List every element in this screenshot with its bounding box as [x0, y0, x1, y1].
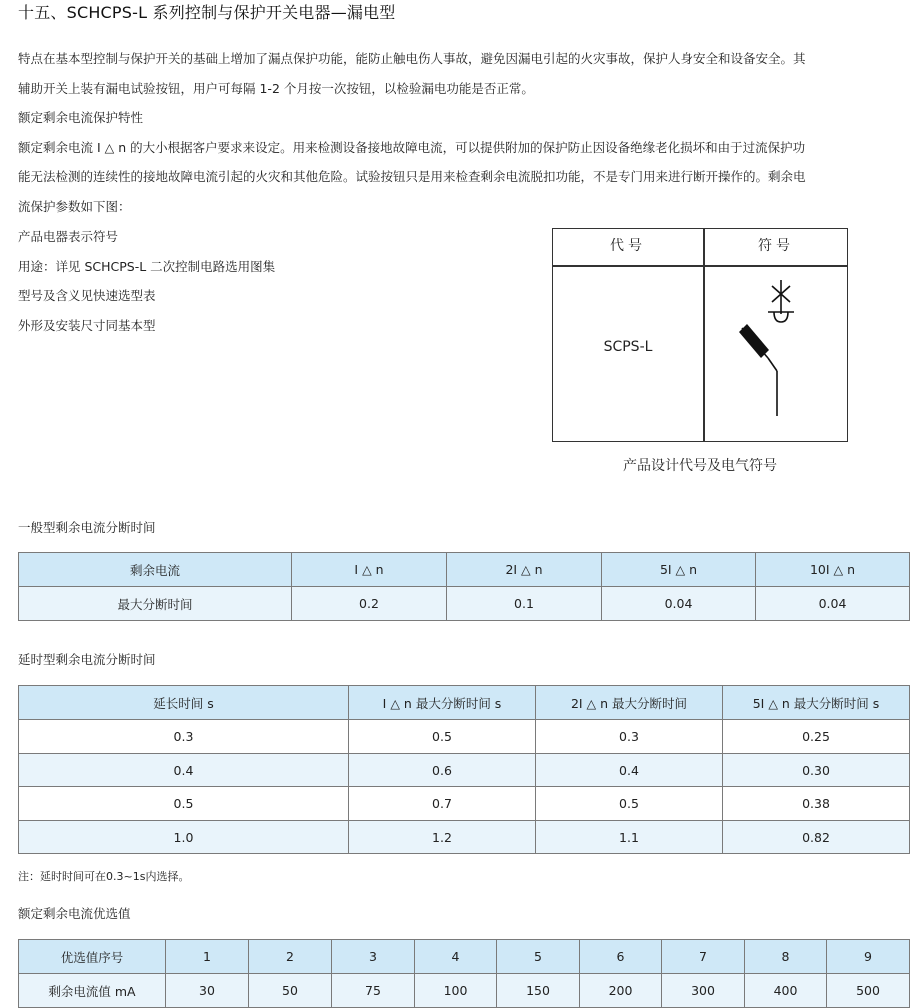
table-cell: 50 [249, 974, 332, 1008]
symbol-table [552, 228, 848, 442]
intro-line: 额定剩余电流保护特性 [18, 110, 144, 125]
intro-line: 能无法检测的连续性的接地故障电流引起的火灾和其他危险。试验按钮只是用来检查剩余电流脱扣功能，不是专门用来进行断开操作的。剩余电 [18, 169, 806, 184]
table-header-cell: 1 [166, 940, 249, 974]
header-code: 代号 [610, 238, 646, 254]
table-cell: 500 [827, 974, 910, 1008]
table-cell: 0.82 [723, 821, 910, 854]
table-cell: 0.5 [349, 720, 536, 754]
table-header-cell: 2 [249, 940, 332, 974]
table-row [19, 787, 910, 821]
table-header-cell: 剩余电流 [19, 553, 292, 587]
table-cell: 150 [497, 974, 580, 1008]
table-row [19, 754, 910, 787]
table-cell: 75 [332, 974, 415, 1008]
table-header-cell: 9 [827, 940, 910, 974]
table-header-cell: 5I △ n 最大分断时间 s [723, 686, 910, 720]
table-cell: 200 [580, 974, 662, 1008]
table-header-cell: 5 [497, 940, 580, 974]
table-cell: 0.3 [19, 720, 349, 754]
table-row [19, 720, 910, 754]
table-cell: 1.1 [536, 821, 723, 854]
intro-line: 流保护参数如下图： [18, 198, 131, 214]
general-breaking-time-table [18, 552, 910, 621]
table-row [19, 587, 910, 621]
header-symbol: 符号 [758, 238, 794, 254]
symbol-caption: 产品设计代号及电气符号 [623, 458, 777, 474]
intro-line: 额定剩余电流 I △ n 的大小根据客户要求来设定。用来检测设备接地故障电流，可以提供附加的保护防止因设备绝缘老化损坏和由于过流保护功 [18, 139, 806, 155]
table-cell: 0.3 [536, 720, 723, 754]
table-cell: 0.04 [602, 587, 756, 621]
table-cell: 0.04 [756, 587, 910, 621]
table-header-cell: 延长时间 s [19, 686, 349, 720]
table-cell: 0.7 [349, 787, 536, 821]
table-cell: 0.38 [723, 787, 910, 821]
residual-current-switch-symbol-icon [704, 266, 847, 441]
delay-note: 注：延时时间可在0.3~1s内选择。 [18, 870, 190, 883]
table-header-cell: 7 [662, 940, 745, 974]
table-header-cell: 6 [580, 940, 662, 974]
table-cell: 0.25 [723, 720, 910, 754]
intro-text [18, 44, 908, 221]
table1-title: 一般型剩余电流分断时间 [18, 520, 156, 535]
delay-breaking-time-table [18, 685, 910, 854]
table-header-cell: 3 [332, 940, 415, 974]
table-header-cell: 10I △ n [756, 553, 910, 587]
table-cell: 0.5 [19, 787, 349, 821]
table-cell: 0.1 [447, 587, 602, 621]
product-code: SCPS-L [603, 339, 653, 355]
table-header-cell: 优选值序号 [19, 940, 166, 974]
table-cell: 0.6 [349, 754, 536, 787]
table-cell: 1.0 [19, 821, 349, 854]
intro-line: 特点在基本型控制与保护开关的基础上增加了漏点保护功能，能防止触电伤人事故，避免因漏电引起的火灾事故，保护人身安全和设备安全。其 [18, 51, 806, 66]
intro-line: 辅助开关上装有漏电试验按钮，用户可每隔 1-2 个月按一次按钮，以检验漏电功能是否正常。 [18, 80, 534, 96]
table-cell: 最大分断时间 [19, 587, 292, 621]
table-cell: 0.2 [292, 587, 447, 621]
table-cell: 0.4 [19, 754, 349, 787]
table-cell: 剩余电流值 mA [19, 974, 166, 1008]
table-cell: 0.5 [536, 787, 723, 821]
table-header-cell: 4 [415, 940, 497, 974]
table-cell: 100 [415, 974, 497, 1008]
table-cell: 0.30 [723, 754, 910, 787]
table-header-cell: I △ n 最大分断时间 s [349, 686, 536, 720]
table-header-cell: I △ n [292, 553, 447, 587]
table2-title: 延时型剩余电流分断时间 [18, 652, 156, 667]
side-note: 产品电器表示符号 [18, 229, 119, 244]
table-header-row [19, 686, 910, 720]
table-row [19, 974, 910, 1008]
table-header-cell: 2I △ n 最大分断时间 [536, 686, 723, 720]
table-header-cell: 8 [745, 940, 827, 974]
side-note: 型号及含义见快速选型表 [18, 288, 156, 303]
table3-title: 额定剩余电流优选值 [18, 906, 131, 921]
table-cell: 400 [745, 974, 827, 1008]
table-cell: 30 [166, 974, 249, 1008]
table-header-row [19, 940, 910, 974]
page-title: 十五、SCHCPS-L 系列控制与保护开关电器—漏电型 [18, 3, 396, 22]
side-note: 用途：详见 SCHCPS-L 二次控制电路选用图集 [18, 258, 276, 274]
table-row [19, 821, 910, 854]
table-cell: 300 [662, 974, 745, 1008]
preferred-value-table [18, 939, 910, 1008]
table-header-cell: 5I △ n [602, 553, 756, 587]
table-cell: 1.2 [349, 821, 536, 854]
table-header-cell: 2I △ n [447, 553, 602, 587]
side-note: 外形及安装尺寸同基本型 [18, 317, 156, 333]
table-cell: 0.4 [536, 754, 723, 787]
side-notes [18, 222, 275, 340]
table-header-row [19, 553, 910, 587]
